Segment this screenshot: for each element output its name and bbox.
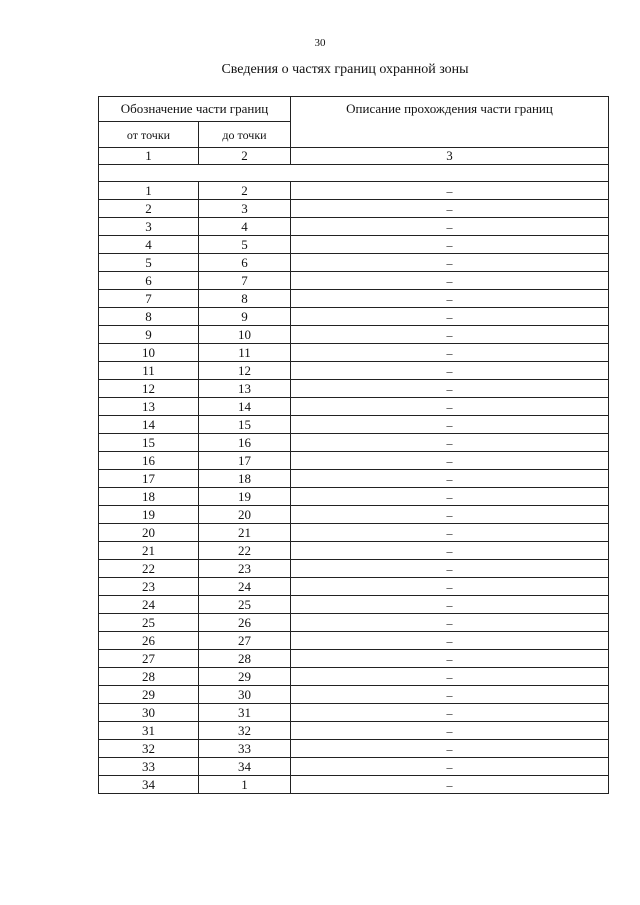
column-number: 1: [99, 148, 199, 165]
description-cell: –: [291, 758, 609, 776]
description-cell: –: [291, 542, 609, 560]
table-row: [99, 686, 609, 704]
description-cell: –: [291, 578, 609, 596]
description-cell: –: [291, 452, 609, 470]
from-point-cell: 12: [99, 380, 199, 398]
to-point-cell: 22: [199, 542, 291, 560]
column-number: 3: [291, 148, 609, 165]
header-from-point: от точки: [99, 122, 199, 148]
from-point-cell: 4: [99, 236, 199, 254]
from-point-cell: 11: [99, 362, 199, 380]
from-point-cell: 9: [99, 326, 199, 344]
to-point-cell: 9: [199, 308, 291, 326]
from-point-cell: 8: [99, 308, 199, 326]
from-point-cell: 30: [99, 704, 199, 722]
description-cell: –: [291, 434, 609, 452]
from-point-cell: 7: [99, 290, 199, 308]
from-point-cell: 23: [99, 578, 199, 596]
to-point-cell: 8: [199, 290, 291, 308]
to-point-cell: 17: [199, 452, 291, 470]
from-point-cell: 14: [99, 416, 199, 434]
table-row: [99, 560, 609, 578]
page-title: Сведения о частях границ охранной зоны: [221, 62, 469, 77]
from-point-cell: 24: [99, 596, 199, 614]
from-point-cell: 31: [99, 722, 199, 740]
to-point-cell: 3: [199, 200, 291, 218]
to-point-cell: 14: [199, 398, 291, 416]
description-cell: –: [291, 182, 609, 200]
from-point-cell: 25: [99, 614, 199, 632]
to-point-cell: 23: [199, 560, 291, 578]
to-point-cell: 10: [199, 326, 291, 344]
table-row: [99, 632, 609, 650]
table-row: [99, 200, 609, 218]
description-cell: –: [291, 686, 609, 704]
description-cell: –: [291, 218, 609, 236]
to-point-cell: 15: [199, 416, 291, 434]
to-point-cell: 16: [199, 434, 291, 452]
from-point-cell: 18: [99, 488, 199, 506]
description-cell: –: [291, 326, 609, 344]
table-row: [99, 398, 609, 416]
from-point-cell: 28: [99, 668, 199, 686]
description-cell: –: [291, 290, 609, 308]
from-point-cell: 2: [99, 200, 199, 218]
table-row: [99, 614, 609, 632]
table-body: [99, 182, 609, 794]
table-row: [99, 650, 609, 668]
table-row: [99, 254, 609, 272]
to-point-cell: 27: [199, 632, 291, 650]
table-row: [99, 740, 609, 758]
table-row: [99, 416, 609, 434]
table-row: [99, 578, 609, 596]
to-point-cell: 7: [199, 272, 291, 290]
to-point-cell: 5: [199, 236, 291, 254]
header-boundary-part-designation: Обозначение части границ: [99, 97, 291, 122]
description-cell: –: [291, 596, 609, 614]
description-cell: –: [291, 632, 609, 650]
from-point-cell: 13: [99, 398, 199, 416]
from-point-cell: 19: [99, 506, 199, 524]
description-cell: –: [291, 272, 609, 290]
page-number: 30: [314, 37, 326, 49]
table-row: [99, 506, 609, 524]
to-point-cell: 13: [199, 380, 291, 398]
to-point-cell: 20: [199, 506, 291, 524]
header-to-point: до точки: [199, 122, 291, 148]
table-row: [99, 668, 609, 686]
table-row: [99, 470, 609, 488]
to-point-cell: 25: [199, 596, 291, 614]
table-row: [99, 776, 609, 794]
description-cell: –: [291, 704, 609, 722]
description-cell: –: [291, 344, 609, 362]
to-point-cell: 30: [199, 686, 291, 704]
table-row: [99, 236, 609, 254]
to-point-cell: 29: [199, 668, 291, 686]
to-point-cell: 19: [199, 488, 291, 506]
to-point-cell: 32: [199, 722, 291, 740]
from-point-cell: 33: [99, 758, 199, 776]
table-row: [99, 290, 609, 308]
blank-section-cell: [99, 165, 609, 182]
to-point-cell: 6: [199, 254, 291, 272]
from-point-cell: 5: [99, 254, 199, 272]
description-cell: –: [291, 668, 609, 686]
boundary-parts-table: [98, 96, 609, 794]
to-point-cell: 34: [199, 758, 291, 776]
description-cell: –: [291, 398, 609, 416]
from-point-cell: 26: [99, 632, 199, 650]
to-point-cell: 11: [199, 344, 291, 362]
description-cell: –: [291, 524, 609, 542]
table-row: [99, 542, 609, 560]
description-cell: –: [291, 614, 609, 632]
from-point-cell: 16: [99, 452, 199, 470]
from-point-cell: 20: [99, 524, 199, 542]
table-row: [99, 596, 609, 614]
description-cell: –: [291, 362, 609, 380]
from-point-cell: 1: [99, 182, 199, 200]
to-point-cell: 12: [199, 362, 291, 380]
table-row: [99, 272, 609, 290]
description-cell: –: [291, 254, 609, 272]
table-row: [99, 218, 609, 236]
description-cell: –: [291, 740, 609, 758]
table-row: [99, 722, 609, 740]
table-row: [99, 524, 609, 542]
from-point-cell: 17: [99, 470, 199, 488]
from-point-cell: 22: [99, 560, 199, 578]
description-cell: –: [291, 560, 609, 578]
to-point-cell: 2: [199, 182, 291, 200]
table-row: [99, 344, 609, 362]
description-cell: –: [291, 776, 609, 794]
description-cell: –: [291, 506, 609, 524]
table-row: [99, 488, 609, 506]
to-point-cell: 33: [199, 740, 291, 758]
to-point-cell: 4: [199, 218, 291, 236]
from-point-cell: 10: [99, 344, 199, 362]
column-numbers-row: [99, 148, 609, 165]
to-point-cell: 21: [199, 524, 291, 542]
description-cell: –: [291, 488, 609, 506]
table-row: [99, 434, 609, 452]
description-cell: –: [291, 200, 609, 218]
table-row: [99, 182, 609, 200]
description-cell: –: [291, 308, 609, 326]
from-point-cell: 27: [99, 650, 199, 668]
to-point-cell: 31: [199, 704, 291, 722]
description-cell: –: [291, 416, 609, 434]
to-point-cell: 26: [199, 614, 291, 632]
column-number: 2: [199, 148, 291, 165]
description-cell: –: [291, 650, 609, 668]
table-row: [99, 362, 609, 380]
to-point-cell: 28: [199, 650, 291, 668]
to-point-cell: 24: [199, 578, 291, 596]
table-row: [99, 380, 609, 398]
header-boundary-description: Описание прохождения части границ: [291, 97, 609, 148]
to-point-cell: 1: [199, 776, 291, 794]
description-cell: –: [291, 236, 609, 254]
from-point-cell: 34: [99, 776, 199, 794]
table-row: [99, 308, 609, 326]
from-point-cell: 32: [99, 740, 199, 758]
description-cell: –: [291, 470, 609, 488]
from-point-cell: 15: [99, 434, 199, 452]
table-header: [99, 97, 609, 182]
from-point-cell: 3: [99, 218, 199, 236]
table-row: [99, 326, 609, 344]
from-point-cell: 6: [99, 272, 199, 290]
from-point-cell: 29: [99, 686, 199, 704]
from-point-cell: 21: [99, 542, 199, 560]
table-row: [99, 758, 609, 776]
table-row: [99, 704, 609, 722]
table-row: [99, 452, 609, 470]
blank-section-row: [99, 165, 609, 182]
description-cell: –: [291, 380, 609, 398]
description-cell: –: [291, 722, 609, 740]
to-point-cell: 18: [199, 470, 291, 488]
